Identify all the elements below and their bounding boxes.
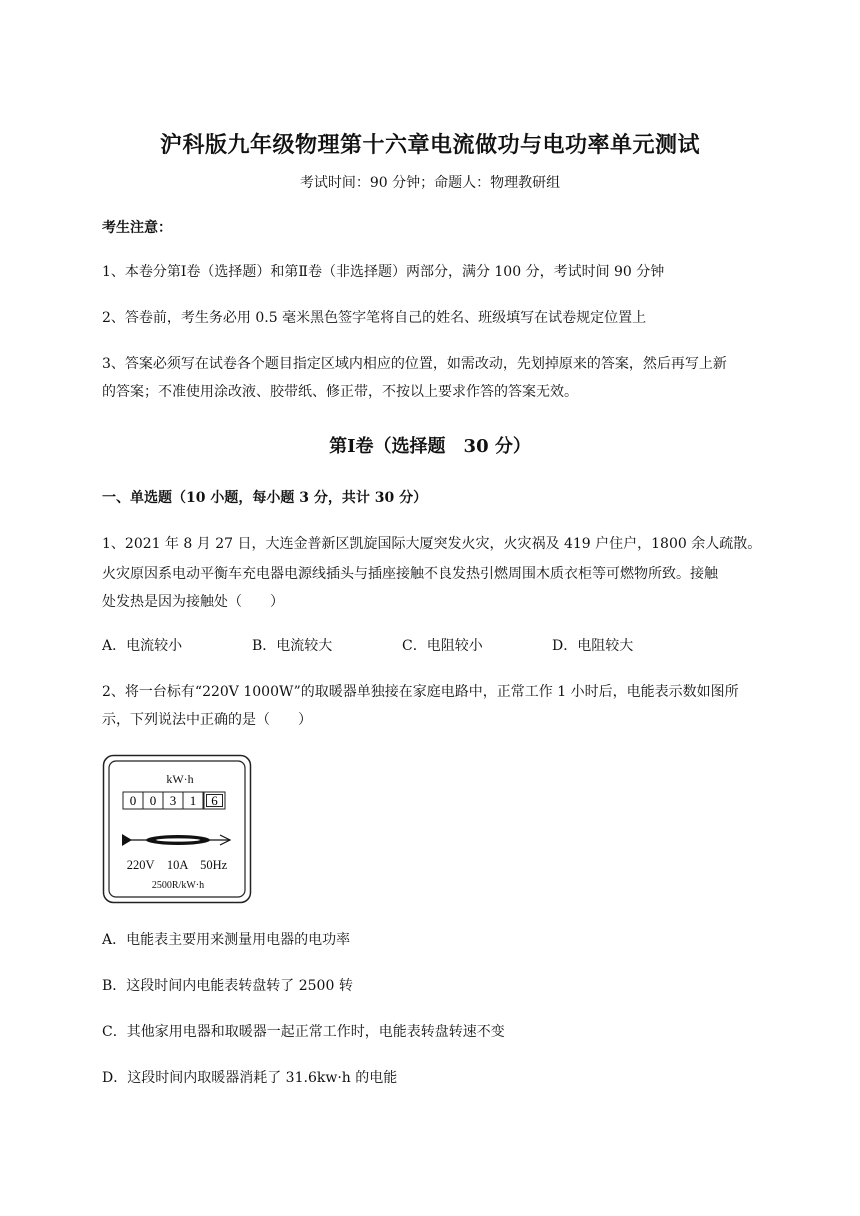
question-2-line-1: 2、将一台标有“220V 1000W”的取暖器单独接在家庭电路中，正常工作 1 小时后，电能表示数如图所 (102, 684, 739, 700)
notice-item-1: 1、本卷分第Ⅰ卷（选择题）和第Ⅱ卷（非选择题）两部分，满分 100 分，考试时间 90 分钟 (102, 264, 665, 280)
meter-digit: 6 (211, 793, 218, 808)
meter-digit-row (123, 792, 225, 809)
notice-item-3-line-2: 的答案；不准使用涂改液、胶带纸、修正带，不按以上要求作答的答案无效。 (102, 384, 578, 400)
question-1-option-a: A．电流较小 (102, 638, 183, 654)
question-2-option-d: D．这段时间内取暖器消耗了 31.6kw·h 的电能 (102, 1070, 398, 1086)
notice-item-2: 2、答卷前，考生务必用 0.5 毫米黑色签字笔将自己的姓名、班级填写在试卷规定位置上 (102, 310, 647, 326)
question-1-option-c: C．电阻较小 (402, 638, 483, 654)
part-heading: 一、单选题（10 小题，每小题 3 分，共计 30 分） (102, 490, 428, 506)
meter-specs: 220V 10A 50Hz (126, 858, 228, 872)
section-title: 第Ⅰ卷（选择题 30 分） (329, 436, 531, 457)
question-1-line-1: 1、2021 年 8 月 27 日，大连金普新区凯旋国际大厦突发火灾，火灾祸及 419 户住户，1800 余人疏散。 (102, 536, 762, 552)
meter-constant: 2500R/kW·h (151, 880, 205, 891)
question-2-option-b: B．这段时间内电能表转盘转了 2500 转 (102, 978, 353, 994)
meter-digit: 0 (149, 793, 157, 808)
question-1-option-b: B．电流较大 (252, 638, 333, 654)
document-subtitle: 考试时间：90 分钟；命题人：物理教研组 (299, 175, 561, 191)
document-title: 沪科版九年级物理第十六章电流做功与电功率单元测试 (159, 132, 700, 158)
question-2-option-c: C．其他家用电器和取暖器一起正常工作时，电能表转盘转速不变 (102, 1024, 505, 1040)
notice-heading: 考生注意： (102, 220, 172, 236)
question-2-option-a: A．电能表主要用来测量用电器的电功率 (102, 932, 351, 948)
question-1-line-3: 处发热是因为接触处（ ） (102, 594, 284, 610)
question-1-line-2: 火灾原因系电动平衡车充电器电源线插头与插座接触不良发热引燃周围木质衣柜等可燃物所致。接触 (102, 566, 718, 582)
meter-digit: 0 (129, 793, 137, 808)
meter-unit: kW·h (166, 772, 194, 786)
notice-item-3-line-1: 3、答案必须写在试卷各个题目指定区域内相应的位置，如需改动，先划掉原来的答案，然后再写上新 (102, 356, 727, 372)
question-2-line-2: 示，下列说法中正确的是（ ） (102, 712, 312, 728)
meter-digit: 1 (189, 793, 197, 808)
electric-meter-figure (102, 754, 252, 904)
meter-digit: 3 (169, 793, 177, 808)
question-1-option-d: D．电阻较大 (552, 638, 634, 654)
